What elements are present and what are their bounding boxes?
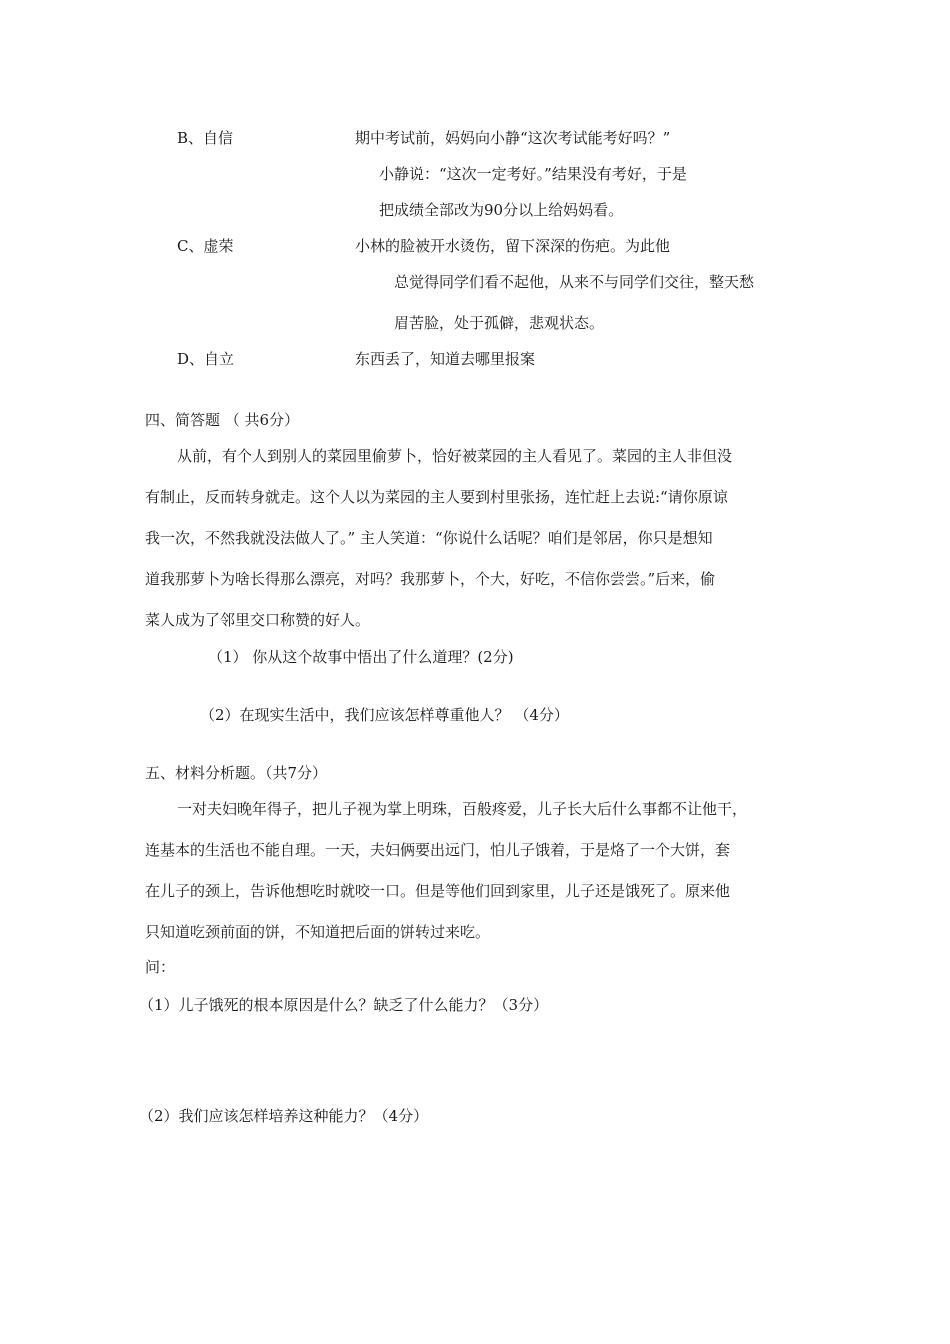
- section5-question-1: （1）儿子饿死的根本原因是什么？缺乏了什么能力？（3分）: [139, 996, 549, 1014]
- section4-passage-line-4: 道我那萝卜为啥长得那么漂亮，对吗？我那萝卜，个大，好吃，不信你尝尝。”后来，偷: [145, 570, 716, 588]
- section5-question-2: （2）我们应该怎样培养这种能力？（4分）: [139, 1107, 429, 1125]
- section4-passage-line-5: 菜人成为了邻里交口称赞的好人。: [145, 611, 371, 629]
- section4-question-2: （2）在现实生活中，我们应该怎样尊重他人？ （4分）: [200, 706, 569, 724]
- option-b-label: B、自信: [177, 129, 234, 147]
- section4-heading: 四、简答题 （ 共6分）: [145, 411, 300, 429]
- section5-passage-line-2: 连基本的生活也不能自理。一天，夫妇俩要出远门，怕儿子饿着，于是烙了一个大饼，套: [145, 841, 731, 859]
- option-b-desc-line-2: 小静说：“这次一定考好。”结果没有考好，于是: [379, 165, 687, 183]
- option-c-label: C、虚荣: [177, 237, 234, 255]
- section5-passage-line-4: 只知道吃颈前面的饼，不知道把后面的饼转过来吃。: [145, 923, 491, 941]
- section4-question-1: （1） 你从这个故事中悟出了什么道理？(2分): [208, 648, 514, 666]
- section5-passage-line-1: 一对夫妇晚年得子，把儿子视为掌上明珠，百般疼爱，儿子长大后什么事都不让他干，: [177, 800, 748, 818]
- option-b-desc-line-3: 把成绩全部改为90分以上给妈妈看。: [379, 201, 624, 219]
- option-c-desc-line-3: 眉苦脸，处于孤僻，悲观状态。: [394, 314, 605, 332]
- section4-passage-line-1: 从前，有个人到别人的菜园里偷萝卜，恰好被菜园的主人看见了。菜园的主人非但没: [177, 447, 733, 465]
- option-c-desc-line-1: 小林的脸被开水烫伤，留下深深的伤疤。为此他: [355, 237, 671, 255]
- section5-passage-line-3: 在儿子的颈上，告诉他想吃时就咬一口。但是等他们回到家里，儿子还是饿死了。原来他: [145, 882, 731, 900]
- section5-ask-label: 问：: [145, 958, 176, 976]
- option-d-label: D、自立: [177, 350, 235, 368]
- section4-passage-line-3: 我一次，不然我就没法做人了。” 主人笑道：“你说什么话呢？咱们是邻居，你只是想知: [145, 529, 713, 547]
- option-d-desc-line-1: 东西丢了，知道去哪里报案: [355, 350, 536, 368]
- option-b-desc-line-1: 期中考试前，妈妈向小静“这次考试能考好吗？”: [355, 129, 671, 147]
- section4-passage-line-2: 有制止，反而转身就走。这个人以为菜园的主人要到村里张扬，连忙赶上去说:“请你原谅: [145, 488, 728, 506]
- section5-heading: 五、材料分析题。（共7分）: [145, 764, 328, 782]
- option-c-desc-line-2: 总觉得同学们看不起他，从来不与同学们交往，整天愁: [394, 273, 755, 291]
